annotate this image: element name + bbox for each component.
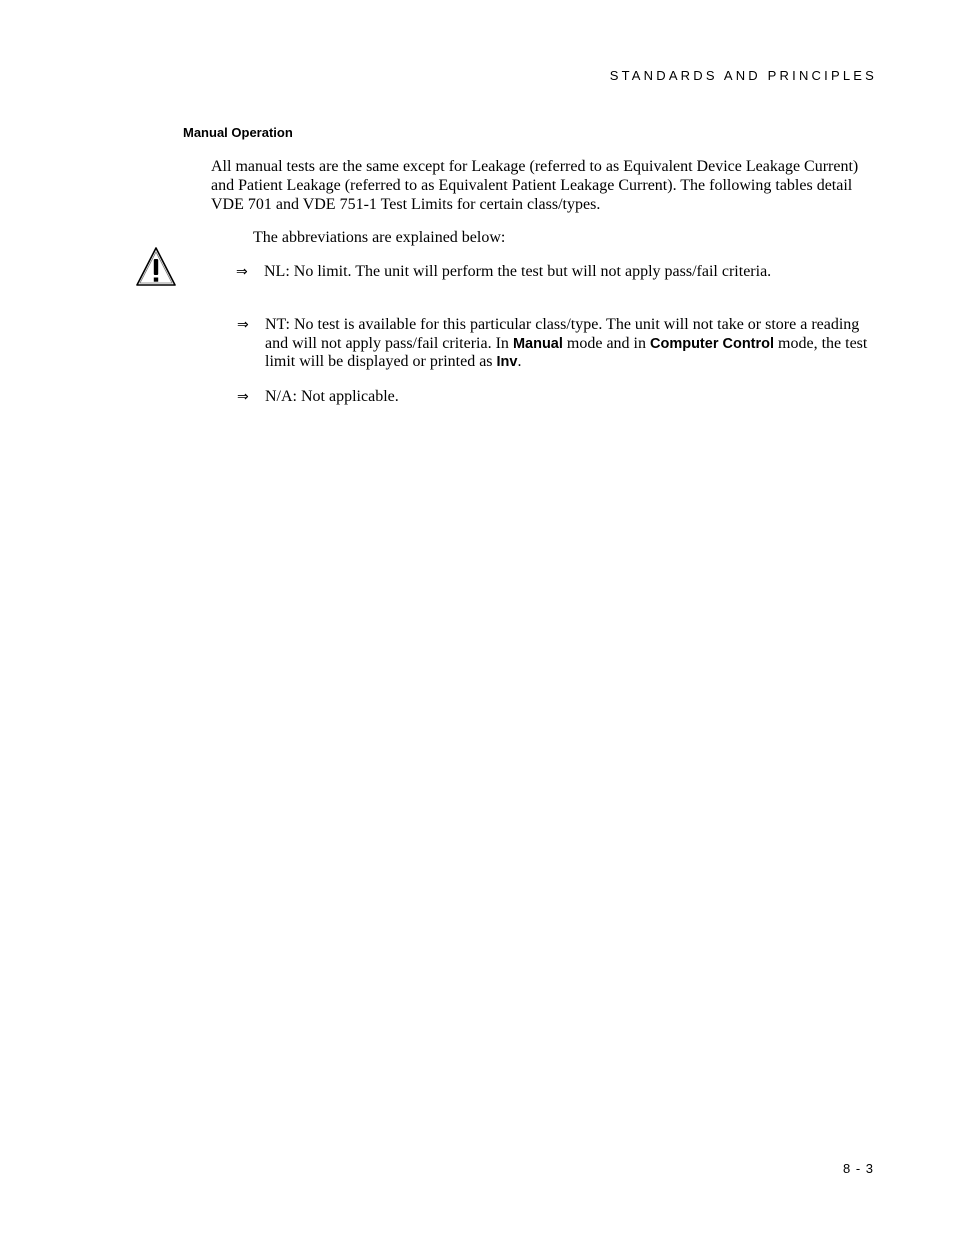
bullet-arrow-icon: ⇒ <box>236 264 248 280</box>
bullet-arrow-icon: ⇒ <box>237 389 249 405</box>
nt-text-part1: NT: No test is available for this particular class/type. The unit will not take or store a reading and will not apply pass/fail criteria. In <box>265 316 860 352</box>
running-header: STANDARDS AND PRINCIPLES <box>609 68 877 83</box>
inv-term: Inv <box>496 354 518 370</box>
abbreviation-nt-text <box>265 316 883 372</box>
intro-paragraph: All manual tests are the same except for Leakage (referred to as Equivalent Device Leakage Current) and Patient Leakage (referred to as Equivalent Patient Leakage Current). The following tables detail VDE 701 and VDE 751-1 Test Limits for certain class/types. <box>211 158 859 213</box>
section-heading: Manual Operation <box>183 125 293 140</box>
page-number: 8 - 3 <box>842 1161 874 1176</box>
abbreviation-nt <box>237 316 883 372</box>
nt-text-part3: mode, the test limit will be displayed or printed as <box>265 334 868 370</box>
warning-triangle-icon <box>134 244 178 288</box>
nt-text-part4: . <box>517 353 522 370</box>
computer-control-term: Computer Control <box>649 335 775 352</box>
abbreviation-nl-text: NL: No limit. The unit will perform the test but will not apply pass/fail criteria. <box>264 263 772 280</box>
bullet-arrow-icon: ⇒ <box>237 317 249 333</box>
abbreviation-nl <box>236 263 882 282</box>
manual-mode-term: Manual <box>512 335 563 352</box>
abbreviation-na-text: N/A: Not applicable. <box>265 388 399 405</box>
nt-text-part2: mode and in <box>562 334 650 352</box>
abbreviations-intro: The abbreviations are explained below: <box>253 229 506 246</box>
abbreviation-na <box>237 388 883 407</box>
